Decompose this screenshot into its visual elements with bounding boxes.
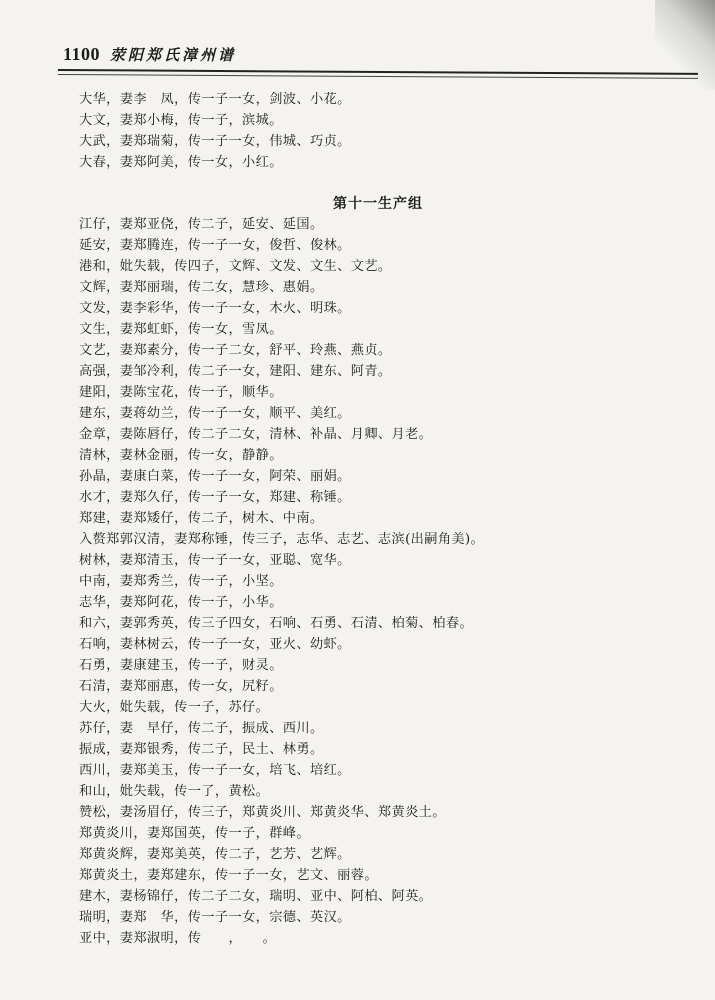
genealogy-entry: 郑黄炎辉，妻郑美英，传二子，艺芳、艺辉。 xyxy=(79,847,351,862)
genealogy-entry: 港和，妣失载，传四子，文辉、文发、文生、文艺。 xyxy=(79,259,392,274)
genealogy-entry: 大文，妻郑小梅，传一子，滨城。 xyxy=(79,113,283,128)
genealogy-entry: 苏仔，妻 早仔，传二子，振成、西川。 xyxy=(79,721,324,736)
genealogy-entry: 石勇，妻康建玉，传一子，财灵。 xyxy=(79,658,283,673)
page-header xyxy=(63,44,236,68)
genealogy-entry: 志华，妻郑阿花，传一子，小华。 xyxy=(79,595,283,610)
genealogy-entry: 建东，妻蒋幼兰，传一子一女，顺平、美红。 xyxy=(79,406,351,421)
genealogy-entry: 延安，妻郑腾连，传一子一女，俊哲、俊林。 xyxy=(79,238,351,253)
genealogy-entry: 中南，妻郑秀兰，传一子，小坚。 xyxy=(79,574,283,589)
genealogy-entry: 文发，妻李彩华，传一子一女，木火、明珠。 xyxy=(79,301,351,316)
genealogy-entry: 西川，妻郑美玉，传一子一女，培飞、培红。 xyxy=(79,763,351,778)
genealogy-entry: 文生，妻郑虹虾，传一女，雪凤。 xyxy=(79,322,283,337)
section-title: 第十一生产组 xyxy=(333,196,423,212)
genealogy-entry: 金章，妻陈唇仔，传二子二女，清林、补晶、月卿、月老。 xyxy=(79,427,433,442)
genealogy-entry: 建阳，妻陈宝花，传一子，顺华。 xyxy=(79,385,283,400)
genealogy-entry: 孙晶，妻康白菜，传一子一女，阿荣、丽娟。 xyxy=(79,469,351,484)
genealogy-entry: 赞松，妻汤眉仔，传三子，郑黄炎川、郑黄炎华、郑黄炎土。 xyxy=(79,805,446,820)
genealogy-entry: 大华，妻李 凤，传一子一女，剑波、小花。 xyxy=(79,92,351,107)
book-title: 荥阳郑氏漳州谱 xyxy=(110,46,237,64)
genealogy-entry: 高强，妻邹冷利，传二子一女，建阳、建东、阿青。 xyxy=(79,364,392,379)
genealogy-entry: 水才，妻郑久仔，传一子一女，郑建、称锤。 xyxy=(79,490,351,505)
genealogy-entry: 瑞明，妻郑 华，传一子一女，宗德、英汉。 xyxy=(79,910,351,925)
genealogy-entry: 郑黄炎川，妻郑国英，传一子，群峰。 xyxy=(79,826,310,841)
genealogy-entry: 大春，妻郑阿美，传一女，小红。 xyxy=(79,155,283,170)
genealogy-entry: 亚中，妻郑淑明，传 ， 。 xyxy=(79,931,277,946)
genealogy-entry: 石响，妻林树云，传一子一女，亚火、幼虾。 xyxy=(79,637,351,652)
genealogy-entry: 大火，妣失载，传一子，苏仔。 xyxy=(79,700,270,715)
genealogy-entry: 郑黄炎土，妻郑建东，传一子一女，艺文、丽蓉。 xyxy=(79,868,378,883)
scan-corner-shadow xyxy=(655,0,715,90)
page-number: 1100 xyxy=(63,44,101,64)
genealogy-entry: 文艺，妻郑素分，传一子二女，舒平、玲燕、燕贞。 xyxy=(79,343,392,358)
genealogy-entry: 文辉，妻郑丽瑞，传二女，慧珍、惠娟。 xyxy=(79,280,324,295)
genealogy-entry: 清林，妻林金丽，传一女，静静。 xyxy=(79,448,283,463)
genealogy-entry: 郑建，妻郑矮仔，传二子，树木、中南。 xyxy=(79,511,324,526)
genealogy-entry: 建木，妻杨锦仔，传二子二女，瑞明、亚中、阿柏、阿英。 xyxy=(79,889,433,904)
genealogy-entry: 石清，妻郑丽惠，传一女，尻籽。 xyxy=(79,679,283,694)
header-rule-thin xyxy=(58,74,698,79)
genealogy-entry: 大武，妻郑瑞菊，传一子一女，伟城、巧贞。 xyxy=(79,134,351,149)
genealogy-entry: 江仔，妻郑亚侥，传二子，延安、延国。 xyxy=(79,217,324,232)
genealogy-entry: 入赘郑郭汉清，妻郑称锤，传三子，志华、志艺、志滨(出嗣角美)。 xyxy=(79,532,485,547)
genealogy-entry: 和山，妣失载，传一了，黄松。 xyxy=(79,784,270,799)
genealogy-entry: 和六，妻郭秀英，传三子四女，石响、石勇、石清、柏菊、柏春。 xyxy=(79,616,474,631)
genealogy-entry: 振成，妻郑银秀，传二子，民土、林勇。 xyxy=(79,742,324,757)
genealogy-entry: 树林，妻郑清玉，传一子一女，亚聪、宽华。 xyxy=(79,553,351,568)
